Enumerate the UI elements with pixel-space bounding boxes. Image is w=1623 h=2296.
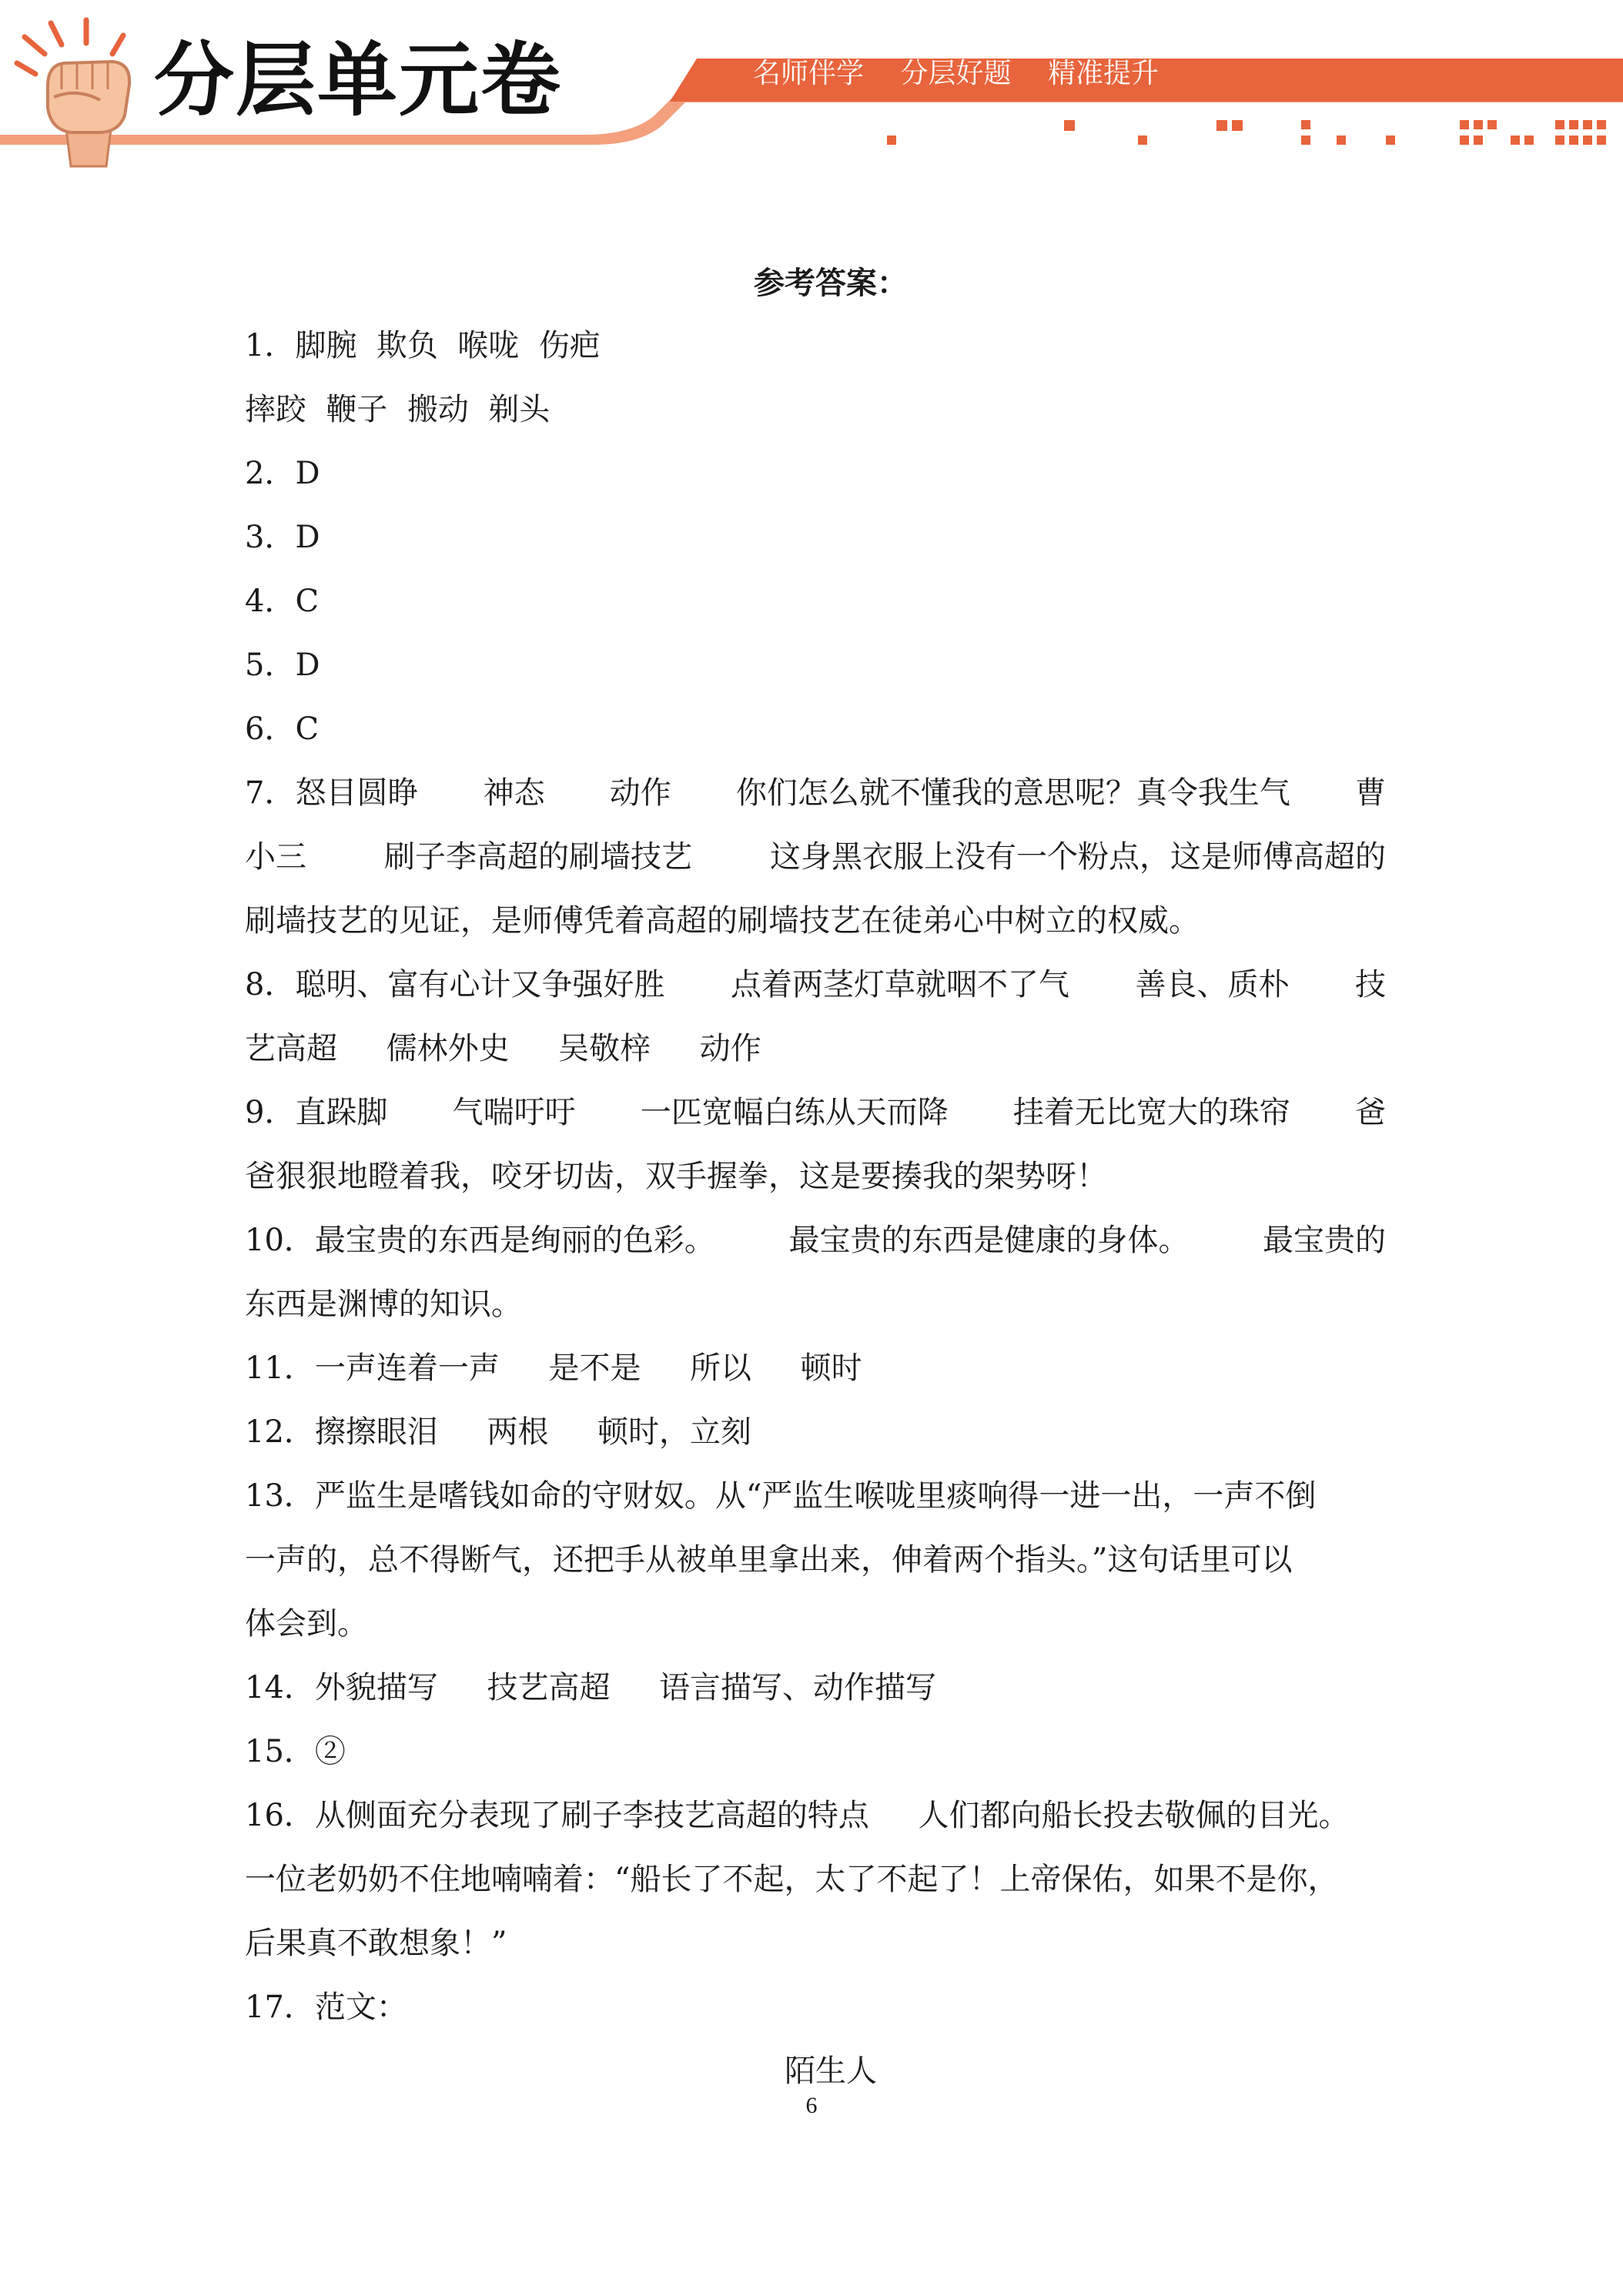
answer-segment: 挂着无比宽大的珠帘 bbox=[1012, 1095, 1290, 1130]
answer-segment: 10．最宝贵的东西是绚丽的色彩。 bbox=[245, 1223, 715, 1258]
answer-segment: 动作 bbox=[609, 775, 671, 811]
answer-14: 14．外貌描写 技艺高超 语言描写、动作描写 bbox=[245, 1670, 937, 1705]
answer-segment: 7．怒目圆睁 bbox=[245, 775, 419, 811]
answer-13-line-1: 13．严监生是嗜钱如命的守财奴。从“严监生喉咙里痰响得一进一出，一声不倒 bbox=[245, 1478, 1317, 1514]
answer-13-line-3: 体会到。 bbox=[245, 1606, 368, 1642]
brand-title: 分层单元卷 bbox=[154, 33, 563, 127]
answer-segment: 你们怎么就不懂我的意思呢？真令我生气 bbox=[735, 775, 1290, 811]
answer-16-line-3: 后果真不敢想象！” bbox=[245, 1926, 507, 1961]
answer-17: 17．范文： bbox=[245, 1990, 407, 2025]
answer-9-line-1 bbox=[245, 1081, 1386, 1145]
answers-title: 参考答案： bbox=[754, 265, 908, 301]
answer-8-line-1 bbox=[245, 953, 1386, 1017]
answer-13-line-2: 一声的，总不得断气，还把手从被单里拿出来，伸着两个指头。”这句话里可以 bbox=[245, 1542, 1293, 1578]
answer-7-line-3: 刷墙技艺的见证，是师傅凭着高超的刷墙技艺在徒弟心中树立的权威。 bbox=[245, 903, 1200, 939]
answer-11: 11．一声连着一声 是不是 所以 顿时 bbox=[245, 1350, 862, 1386]
header-slogan bbox=[753, 60, 1186, 88]
slogan-item: 精准提升 bbox=[1047, 58, 1159, 89]
answer-segment: 刷子李高超的刷墙技艺 bbox=[384, 839, 692, 875]
answer-segment: 气喘吁吁 bbox=[452, 1095, 576, 1130]
answer-segment: 神态 bbox=[483, 775, 545, 811]
answer-10-line-2: 东西是渊博的知识。 bbox=[245, 1287, 522, 1322]
answer-3: 3．D bbox=[245, 520, 320, 555]
answer-1-line-1: 1．脚腕 欺负 喉咙 伤疤 bbox=[245, 328, 601, 363]
answer-7-line-2 bbox=[245, 825, 1386, 889]
decorative-squares bbox=[887, 120, 1606, 145]
slogan-item: 分层好题 bbox=[900, 58, 1012, 89]
answer-2: 2．D bbox=[245, 456, 320, 491]
answer-5: 5．D bbox=[245, 648, 320, 683]
answer-segment: 最宝贵的 bbox=[1263, 1223, 1386, 1258]
answer-12: 12．擦擦眼泪 两根 顿时，立刻 bbox=[245, 1414, 752, 1450]
page-header bbox=[0, 0, 1623, 177]
answer-15: 15．② bbox=[245, 1734, 346, 1769]
answer-segment: 一匹宽幅白练从天而降 bbox=[640, 1095, 949, 1130]
answer-16-line-2: 一位老奶奶不住地喃喃着：“船长了不起，太了不起了！上帝保佑，如果不是你， bbox=[245, 1862, 1339, 1897]
answer-segment: 小三 bbox=[245, 839, 306, 875]
answer-segment: 点着两茎灯草就咽不了气 bbox=[730, 967, 1069, 1002]
page-number: 6 bbox=[805, 2093, 818, 2118]
answer-8-line-2: 艺高超 儒林外史 吴敬梓 动作 bbox=[245, 1031, 761, 1066]
answer-content bbox=[245, 253, 1386, 2104]
answer-segment: 这身黑衣服上没有一个粉点，这是师傅高超的 bbox=[770, 839, 1386, 875]
answer-16-line-1: 16．从侧面充分表现了刷子李技艺高超的特点 人们都向船长投去敬佩的目光。 bbox=[245, 1798, 1350, 1833]
answer-1-line-2: 摔跤 鞭子 搬动 剃头 bbox=[245, 392, 550, 427]
answer-7-line-1 bbox=[245, 761, 1386, 825]
answer-9-line-2: 爸狠狠地瞪着我，咬牙切齿，双手握拳，这是要揍我的架势呀！ bbox=[245, 1159, 1107, 1194]
answer-6: 6．C bbox=[245, 711, 320, 747]
answer-segment: 曹 bbox=[1354, 775, 1386, 811]
answer-10-line-1 bbox=[245, 1209, 1386, 1273]
answer-segment: 爸 bbox=[1354, 1095, 1386, 1130]
slogan-item: 名师伴学 bbox=[753, 58, 865, 89]
answer-segment: 8．聪明、富有心计又争强好胜 bbox=[245, 967, 665, 1002]
answer-segment: 技 bbox=[1355, 967, 1386, 1002]
answer-segment: 9．直跺脚 bbox=[245, 1095, 388, 1130]
answer-4: 4．C bbox=[245, 584, 320, 619]
answer-segment: 最宝贵的东西是健康的身体。 bbox=[788, 1223, 1190, 1258]
essay-title: 陌生人 bbox=[785, 2053, 877, 2089]
answer-segment: 善良、质朴 bbox=[1135, 967, 1290, 1002]
